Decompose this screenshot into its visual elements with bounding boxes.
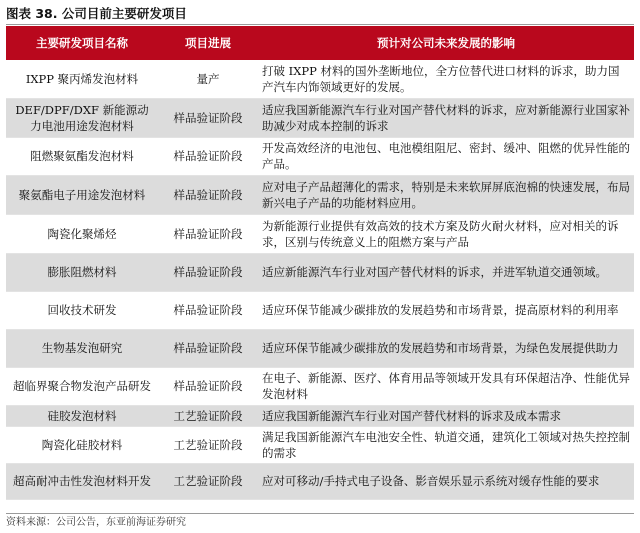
project-stage-cell: 工艺验证阶段	[158, 463, 258, 499]
header-project-name: 主要研发项目名称	[6, 26, 158, 60]
project-stage-cell: 样品验证阶段	[158, 98, 258, 137]
table-row	[6, 98, 634, 137]
header-impact: 预计对公司未来发展的影响	[258, 26, 634, 60]
project-name-cell: 硅胶发泡材料	[6, 405, 158, 426]
project-stage-cell: 样品验证阶段	[158, 329, 258, 367]
table-row	[6, 426, 634, 463]
project-impact-cell: 适应新能源汽车行业对国产替代材料的诉求，并进军轨道交通领域。	[258, 253, 634, 291]
project-name-cell: 超临界聚合物发泡产品研发	[6, 367, 158, 405]
table-row	[6, 137, 634, 175]
project-name-cell: IXPP 聚丙烯发泡材料	[6, 60, 158, 98]
table-header-row	[6, 26, 634, 60]
project-stage-cell: 量产	[158, 60, 258, 98]
project-impact-cell: 为新能源行业提供有效高效的技术方案及防火耐火材料，应对相关的诉求，区别与传统意义上的阻燃方案与产品	[258, 214, 634, 253]
project-name-cell: DEF/DPF/DXF 新能源动力电池用途发泡材料	[6, 98, 158, 137]
project-impact-cell: 适应环保节能减少碳排放的发展趋势和市场背景，提高原材料的利用率	[258, 291, 634, 329]
header-progress: 项目进展	[158, 26, 258, 60]
project-stage-cell: 工艺验证阶段	[158, 426, 258, 463]
project-impact-cell: 适应我国新能源汽车行业对国产替代材料的诉求及成本需求	[258, 405, 634, 426]
project-impact-cell: 应对可移动/手持式电子设备、影音娱乐显示系统对缓存性能的要求	[258, 463, 634, 499]
figure-caption: 图表 38. 公司目前主要研发项目	[6, 4, 634, 25]
table-row	[6, 291, 634, 329]
table-row	[6, 463, 634, 499]
project-name-cell: 阻燃聚氨酯发泡材料	[6, 137, 158, 175]
source-note: 资料来源：公司公告，东亚前海证券研究	[6, 513, 634, 530]
project-name-cell: 膨胀阻燃材料	[6, 253, 158, 291]
project-stage-cell: 样品验证阶段	[158, 367, 258, 405]
project-name-cell: 陶瓷化硅胶材料	[6, 426, 158, 463]
project-impact-cell: 适应我国新能源汽车行业对国产替代材料的诉求，应对新能源行业国家补助减少对成本控制的诉求	[258, 98, 634, 137]
project-impact-cell: 应对电子产品超薄化的需求，特别是未来软屏屏底泡棉的快速发展，布局新兴电子产品的功能材料应用。	[258, 175, 634, 214]
table-body	[6, 60, 634, 499]
project-name-cell: 聚氨酯电子用途发泡材料	[6, 175, 158, 214]
project-stage-cell: 样品验证阶段	[158, 214, 258, 253]
project-name-cell: 生物基发泡研究	[6, 329, 158, 367]
project-impact-cell: 开发高效经济的电池包、电池模组阻尼、密封、缓冲、阻燃的优异性能的产品。	[258, 137, 634, 175]
project-stage-cell: 工艺验证阶段	[158, 405, 258, 426]
table-row	[6, 175, 634, 214]
project-stage-cell: 样品验证阶段	[158, 137, 258, 175]
project-name-cell: 超高耐冲击性发泡材料开发	[6, 463, 158, 499]
table-row	[6, 253, 634, 291]
project-stage-cell: 样品验证阶段	[158, 291, 258, 329]
table-row	[6, 329, 634, 367]
project-impact-cell: 在电子、新能源、医疗、体育用品等领域开发具有环保超洁净、性能优异发泡材料	[258, 367, 634, 405]
project-name-cell: 回收技术研发	[6, 291, 158, 329]
project-impact-cell: 满足我国新能源汽车电池安全性、轨道交通，建筑化工领域对热失控控制的需求	[258, 426, 634, 463]
project-impact-cell: 打破 IXPP 材料的国外垄断地位，全方位替代进口材料的诉求，助力国产汽车内饰领域更好的发展。	[258, 60, 634, 98]
rd-projects-table	[6, 26, 634, 500]
project-impact-cell: 适应环保节能减少碳排放的发展趋势和市场背景，为绿色发展提供助力	[258, 329, 634, 367]
table-row	[6, 60, 634, 98]
table-row	[6, 367, 634, 405]
project-stage-cell: 样品验证阶段	[158, 253, 258, 291]
project-stage-cell: 样品验证阶段	[158, 175, 258, 214]
table-row	[6, 214, 634, 253]
table-row	[6, 405, 634, 426]
project-name-cell: 陶瓷化聚烯烃	[6, 214, 158, 253]
